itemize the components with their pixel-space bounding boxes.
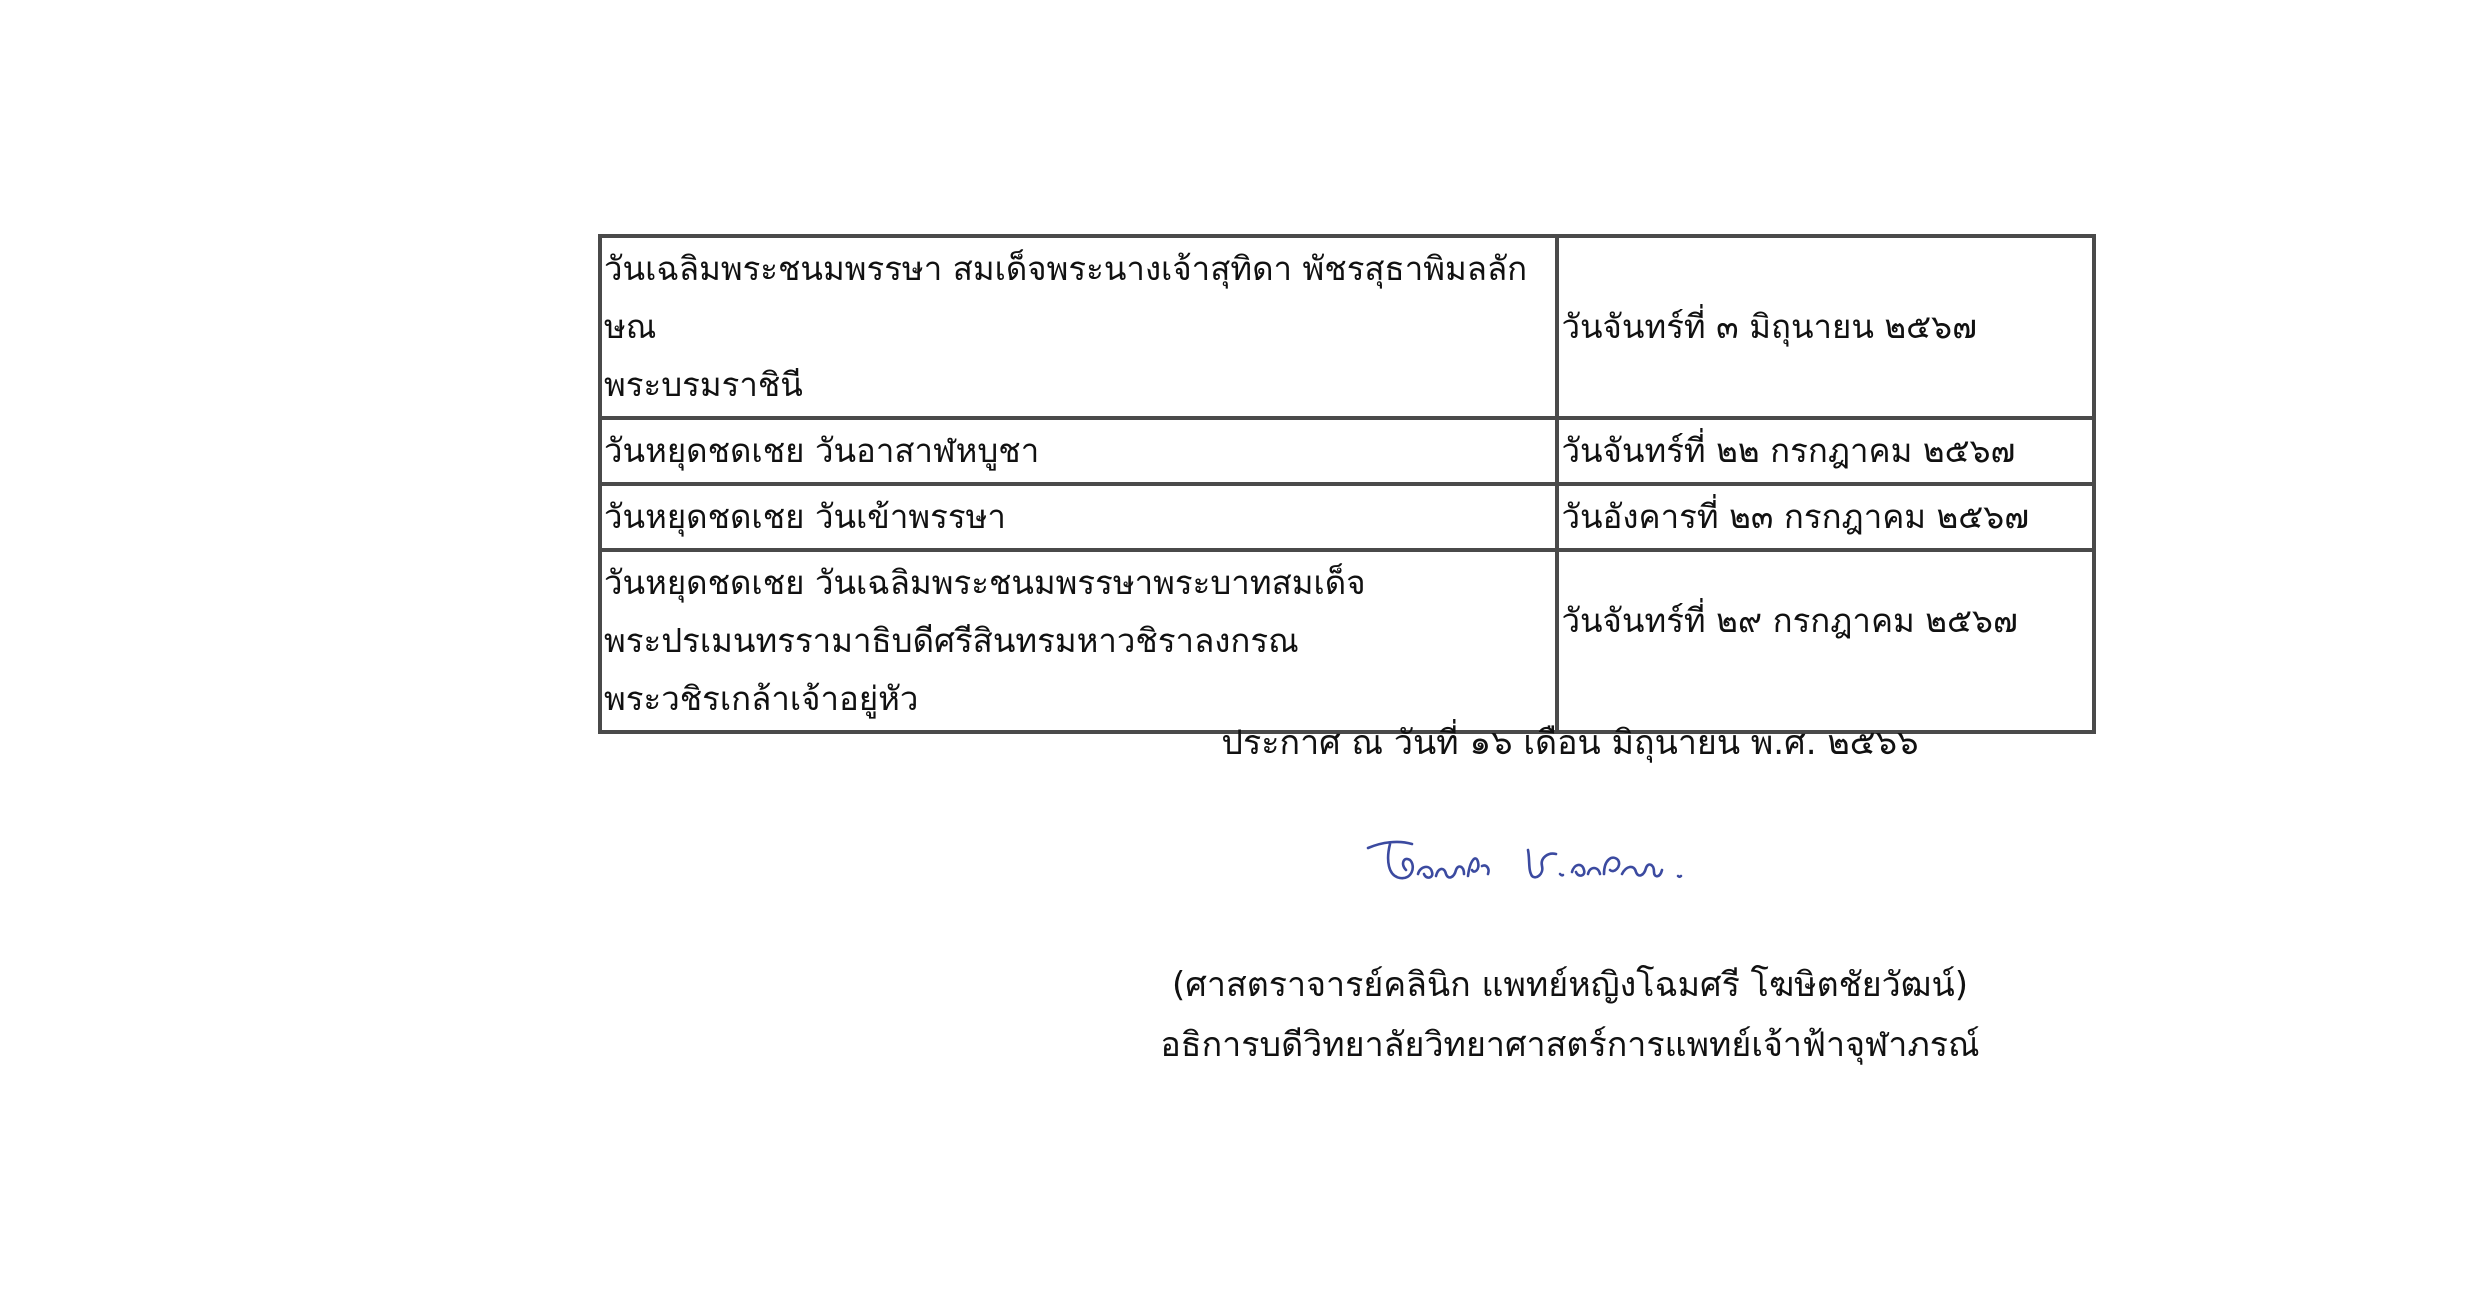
holiday-name-line: พระปรเมนทรรามาธิบดีศรีสินทรมหาวชิราลงกรณ [604, 621, 1299, 660]
holiday-name-cell [600, 550, 1557, 732]
table-row [600, 550, 2094, 732]
holiday-name-cell [600, 236, 1557, 418]
announcement-date: ประกาศ ณ วันที่ ๑๖ เดือน มิถุนายน พ.ศ. ๒๕๖๖ [1221, 723, 1919, 763]
table-row [600, 484, 2094, 550]
holiday-date-cell: วันอังคารที่ ๒๓ กรกฎาคม ๒๕๖๗ [1557, 484, 2094, 550]
holiday-table [598, 234, 2096, 734]
holiday-name-line: วันหยุดชดเชย วันอาสาฬหบูชา [604, 431, 1040, 470]
holiday-name-line: พระวชิรเกล้าเจ้าอยู่หัว [604, 679, 919, 718]
holiday-date-cell: วันจันทร์ที่ ๒๒ กรกฎาคม ๒๕๖๗ [1557, 418, 2094, 484]
table-row [600, 236, 2094, 418]
holiday-name-cell [600, 484, 1557, 550]
handwritten-signature [1360, 830, 1700, 900]
holiday-name-line: พระบรมราชินี [604, 365, 803, 404]
table-row [600, 418, 2094, 484]
holiday-name-cell [600, 418, 1557, 484]
holiday-name-line: วันหยุดชดเชย วันเข้าพรรษา [604, 497, 1006, 536]
holiday-date-cell: วันจันทร์ที่ ๓ มิถุนายน ๒๕๖๗ [1557, 236, 2094, 418]
holiday-date-cell: วันจันทร์ที่ ๒๙ กรกฎาคม ๒๕๖๗ [1557, 550, 2094, 732]
holiday-name-line: วันเฉลิมพระชนมพรรษา สมเด็จพระนางเจ้าสุทิดา พัชรสุธาพิมลลักษณ [604, 249, 1528, 346]
signer-title: อธิการบดีวิทยาลัยวิทยาศาสตร์การแพทย์เจ้าฟ้าจุฬาภรณ์ [1160, 1025, 1980, 1065]
holiday-name-line: วันหยุดชดเชย วันเฉลิมพระชนมพรรษาพระบาทสมเด็จ [604, 563, 1366, 602]
signer-name: (ศาสตราจารย์คลินิก แพทย์หญิงโฉมศรี โฆษิตชัยวัฒน์) [1172, 965, 1968, 1005]
